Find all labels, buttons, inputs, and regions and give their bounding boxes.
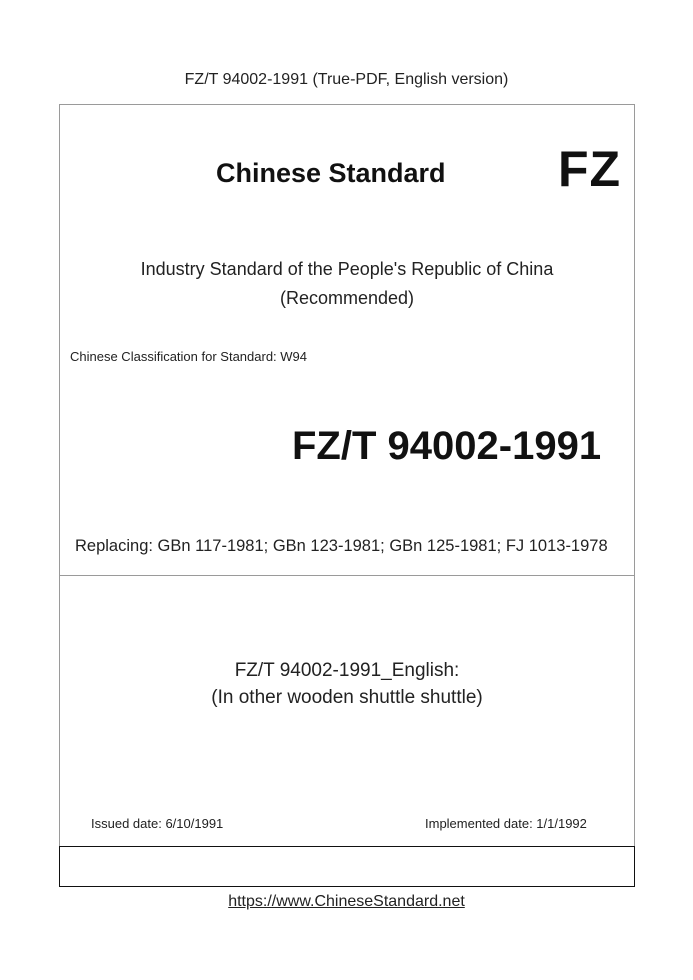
english-title-line2: (In other wooden shuttle shuttle) [211, 687, 483, 708]
classification-text: Chinese Classification for Standard: W94 [70, 349, 308, 364]
website-link[interactable]: https://www.ChineseStandard.net [228, 893, 465, 910]
standard-number: FZ/T 94002-1991 [292, 424, 602, 468]
page-header-title: FZ/T 94002-1991 (True-PDF, English version) [184, 71, 509, 88]
issued-date: Issued date: 6/10/1991 [91, 816, 224, 831]
standard-code-mark: FZ [558, 141, 622, 197]
cover-bottom-section [59, 846, 635, 887]
implemented-date: Implemented date: 1/1/1992 [425, 816, 587, 831]
recommended-label: (Recommended) [279, 288, 415, 308]
industry-standard-line: Industry Standard of the People's Republic of China [140, 259, 554, 279]
replacing-text: Replacing: GBn 117-1981; GBn 123-1981; GBn 125-1981; FJ 1013-1978 [75, 537, 608, 555]
cover-heading: Chinese Standard [216, 158, 446, 188]
cover-middle-section [59, 575, 635, 847]
english-title-line1: FZ/T 94002-1991_English: [234, 660, 460, 681]
